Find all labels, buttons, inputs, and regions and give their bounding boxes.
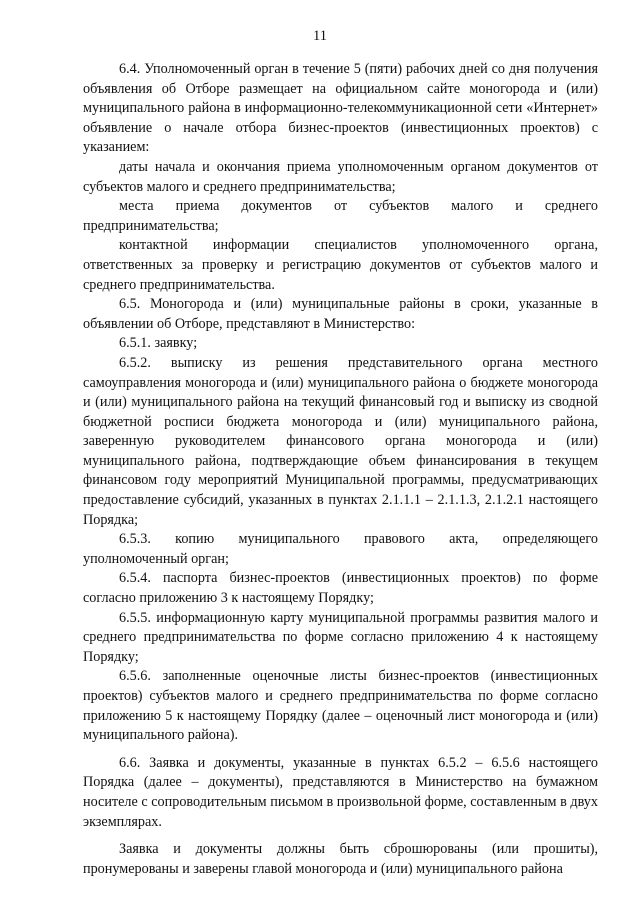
document-body <box>83 60 598 879</box>
paragraph-6-6: 6.6. Заявка и документы, указанные в пунктах 6.5.2 – 6.5.6 настоящего Порядка (далее – документы), представляются в Министерство на бумажном носителе с сопроводительным письмом в произвольной форме, составленным в двух экземплярах. <box>83 754 598 830</box>
paragraph-dates: даты начала и окончания приема уполномоченным органом документов от субъектов малого и среднего предпринимательства; <box>83 158 598 195</box>
paragraph-places: места приема документов от субъектов малого и среднего предпринимательства; <box>83 198 598 234</box>
paragraph-6-5-4: 6.5.4. паспорта бизнес-проектов (инвестиционных проектов) по форме согласно приложению 3 к настоящему Порядку; <box>83 570 598 607</box>
paragraph-6-5-6: 6.5.6. заполненные оценочные листы бизнес-проектов (инвестиционных проектов) субъектов малого и среднего предпринимательства по форме согласно приложению 5 к настоящему Порядку (далее – оценочный лист моногорода и (или) муниципального района). <box>83 668 598 744</box>
page-number: 11 <box>313 28 327 44</box>
paragraph-6-5-5: 6.5.5. информационную карту муниципальной программы развития малого и среднего предпринимательства по форме согласно приложению 4 к настоящему Порядку; <box>83 609 598 665</box>
paragraph-binding: Заявка и документы должны быть сброшюрованы (или прошиты), пронумерованы и заверены главой моногорода и (или) муниципального района <box>83 841 598 877</box>
paragraph-6-5-1: 6.5.1. заявку; <box>119 335 198 352</box>
paragraph-6-5-3: 6.5.3. копию муниципального правового акта, определяющего уполномоченный орган; <box>83 531 598 567</box>
paragraph-6-5-2: 6.5.2. выписку из решения представительного органа местного самоуправления моногорода и (или) муниципального района о бюджете моногорода и (или) муниципального района на текущий финансовый год и выписку из сводной бюджетной росписи бюджета моногорода и (или) муниципального района, заверенную руководителем финансового органа моногорода и (или) муниципального района, подтверждающие объем финансирования в текущем финансовом году мероприятий Муниципальной программы, предусматривающих предоставление субсидий, указанных в пунктах 2.1.1.1 – 2.1.1.3, 2.1.2.1 настоящего Порядка; <box>83 354 598 528</box>
paragraph-contacts: контактной информации специалистов уполномоченного органа, ответственных за проверку и регистрацию документов от субъектов малого и среднего предпринимательства. <box>83 237 598 293</box>
paragraph-6-5: 6.5. Моногорода и (или) муниципальные районы в сроки, указанные в объявлении об Отборе, представляют в Министерство: <box>83 296 598 332</box>
paragraph-6-4: 6.4. Уполномоченный орган в течение 5 (пяти) рабочих дней со дня получения объявления об Отборе размещает на официальном сайте моногорода и (или) муниципального района в информационно-телекоммуникационной сети «Интернет» объявление о начале отбора бизнес-проектов (инвестиционных проектов) с указанием: <box>83 61 598 156</box>
